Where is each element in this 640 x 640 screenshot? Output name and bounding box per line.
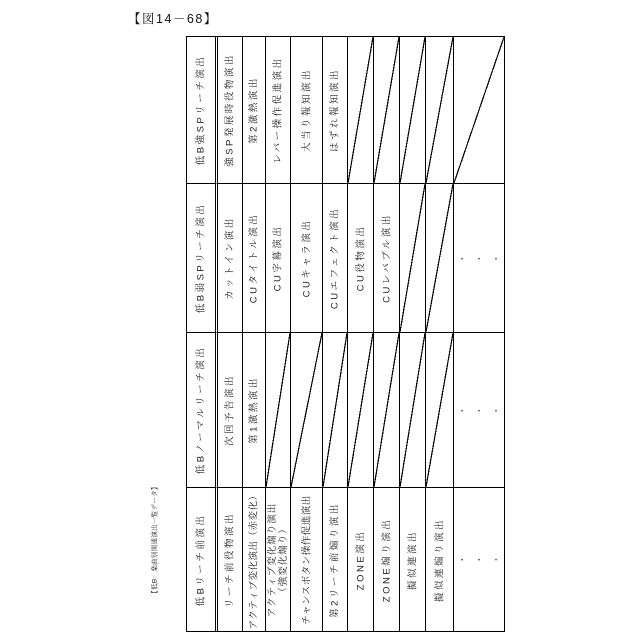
presentation-cell-text: アクティブ変化演出（赤変化） — [248, 490, 260, 629]
presentation-cell — [323, 184, 348, 333]
presentation-cell-text: ZONE煽り演出 — [381, 517, 392, 602]
presentation-cell-text: 強SP発展時役物演出 — [224, 53, 236, 167]
presentation-cell-text: チャンスボタン操作促進演出 — [301, 494, 312, 625]
empty-cell-diagonal — [291, 333, 323, 488]
presentation-cell-text: 第2激熱演出 — [248, 76, 260, 144]
presentation-cell-text: CU役物演出 — [355, 224, 366, 292]
presentation-cell — [218, 184, 243, 333]
empty-cell-diagonal — [400, 333, 426, 488]
presentation-cell — [266, 37, 291, 184]
presentation-cell — [243, 184, 266, 333]
row-header-text: 低Bリーチ前演出 — [195, 513, 207, 606]
presentation-cell-text: 大当り報知演出 — [301, 67, 312, 153]
presentation-cell-text: 第2リーチ前煽り演出 — [329, 501, 341, 618]
presentation-cell — [266, 488, 291, 631]
empty-cell-diagonal — [400, 37, 426, 184]
presentation-cell — [243, 333, 266, 488]
presentation-cell — [266, 184, 291, 333]
presentation-cell — [323, 488, 348, 631]
presentation-cell-text: CUレバブル演出 — [381, 213, 392, 303]
figure-label: 【図14－68】 — [128, 12, 218, 26]
presentation-cell — [243, 488, 266, 631]
presentation-cell-text: ZONE演出 — [355, 529, 366, 590]
empty-cell-diagonal — [426, 37, 454, 184]
presentation-cell-text: CU字幕演出 — [272, 224, 284, 292]
presentation-list-table — [186, 36, 509, 632]
row-header-text: 低Bノーマルリーチ演出 — [195, 345, 207, 475]
presentation-cell-text: 次回予告演出 — [224, 373, 236, 447]
row-header-text: 低B弱SPリーチ演出 — [195, 202, 207, 314]
presentation-cell — [291, 488, 323, 631]
presentation-cell-text: カットイン演出 — [224, 216, 236, 300]
presentation-cell-text: レバー操作促進演出 — [272, 56, 284, 164]
presentation-cell — [218, 333, 243, 488]
empty-cell-diagonal — [348, 37, 374, 184]
presentation-cell — [243, 37, 266, 184]
ellipsis-text: ・・・ — [457, 555, 509, 565]
presentation-cell-text: 擬似連煽り演出 — [434, 517, 445, 602]
empty-cell-diagonal — [266, 333, 291, 488]
empty-cell-diagonal — [374, 37, 400, 184]
presentation-cell-text: 擬似連演出 — [407, 529, 418, 590]
presentation-cell — [218, 488, 243, 631]
presentation-cell — [374, 488, 400, 631]
presentation-cell-text: はずれ報知演出 — [329, 67, 341, 153]
row-header-cell — [187, 333, 218, 488]
empty-cell-diagonal — [454, 37, 504, 184]
figure-caption: 【低B：楽曲別関連演出一覧データ】 — [151, 483, 159, 597]
ellipsis-cell — [454, 184, 509, 333]
ellipsis-text: ・・・ — [457, 253, 509, 264]
row-header-cell — [187, 184, 218, 333]
presentation-cell — [400, 488, 426, 631]
presentation-cell — [348, 184, 374, 333]
presentation-cell — [374, 184, 400, 333]
row-header-text: 低B強SPリーチ演出 — [195, 54, 207, 166]
presentation-cell-subtext: （強変化煽り） — [278, 522, 289, 597]
row-header-cell — [187, 488, 218, 631]
presentation-cell-text: アクティブ変化煽り演出 — [267, 502, 278, 617]
empty-cell-diagonal — [374, 333, 400, 488]
presentation-cell-text: CUキャラ演出 — [301, 218, 312, 298]
empty-cell-diagonal — [323, 333, 348, 488]
presentation-cell-text: CUエフェクト演出 — [329, 206, 341, 310]
presentation-cell — [348, 488, 374, 631]
ellipsis-cell — [454, 488, 509, 631]
presentation-cell-text: リーチ前役物演出 — [224, 511, 236, 608]
ellipsis-text: ・・・ — [457, 405, 509, 416]
empty-cell-diagonal — [400, 184, 426, 333]
row-header-cell — [187, 37, 218, 184]
presentation-cell-text: 第1激熱演出 — [248, 376, 260, 444]
empty-cell-diagonal — [348, 333, 374, 488]
presentation-cell — [291, 184, 323, 333]
presentation-cell — [291, 37, 323, 184]
presentation-cell — [323, 37, 348, 184]
presentation-cell — [218, 37, 243, 184]
presentation-cell-text: CUタイトル演出 — [248, 212, 260, 304]
ellipsis-cell — [454, 333, 509, 488]
